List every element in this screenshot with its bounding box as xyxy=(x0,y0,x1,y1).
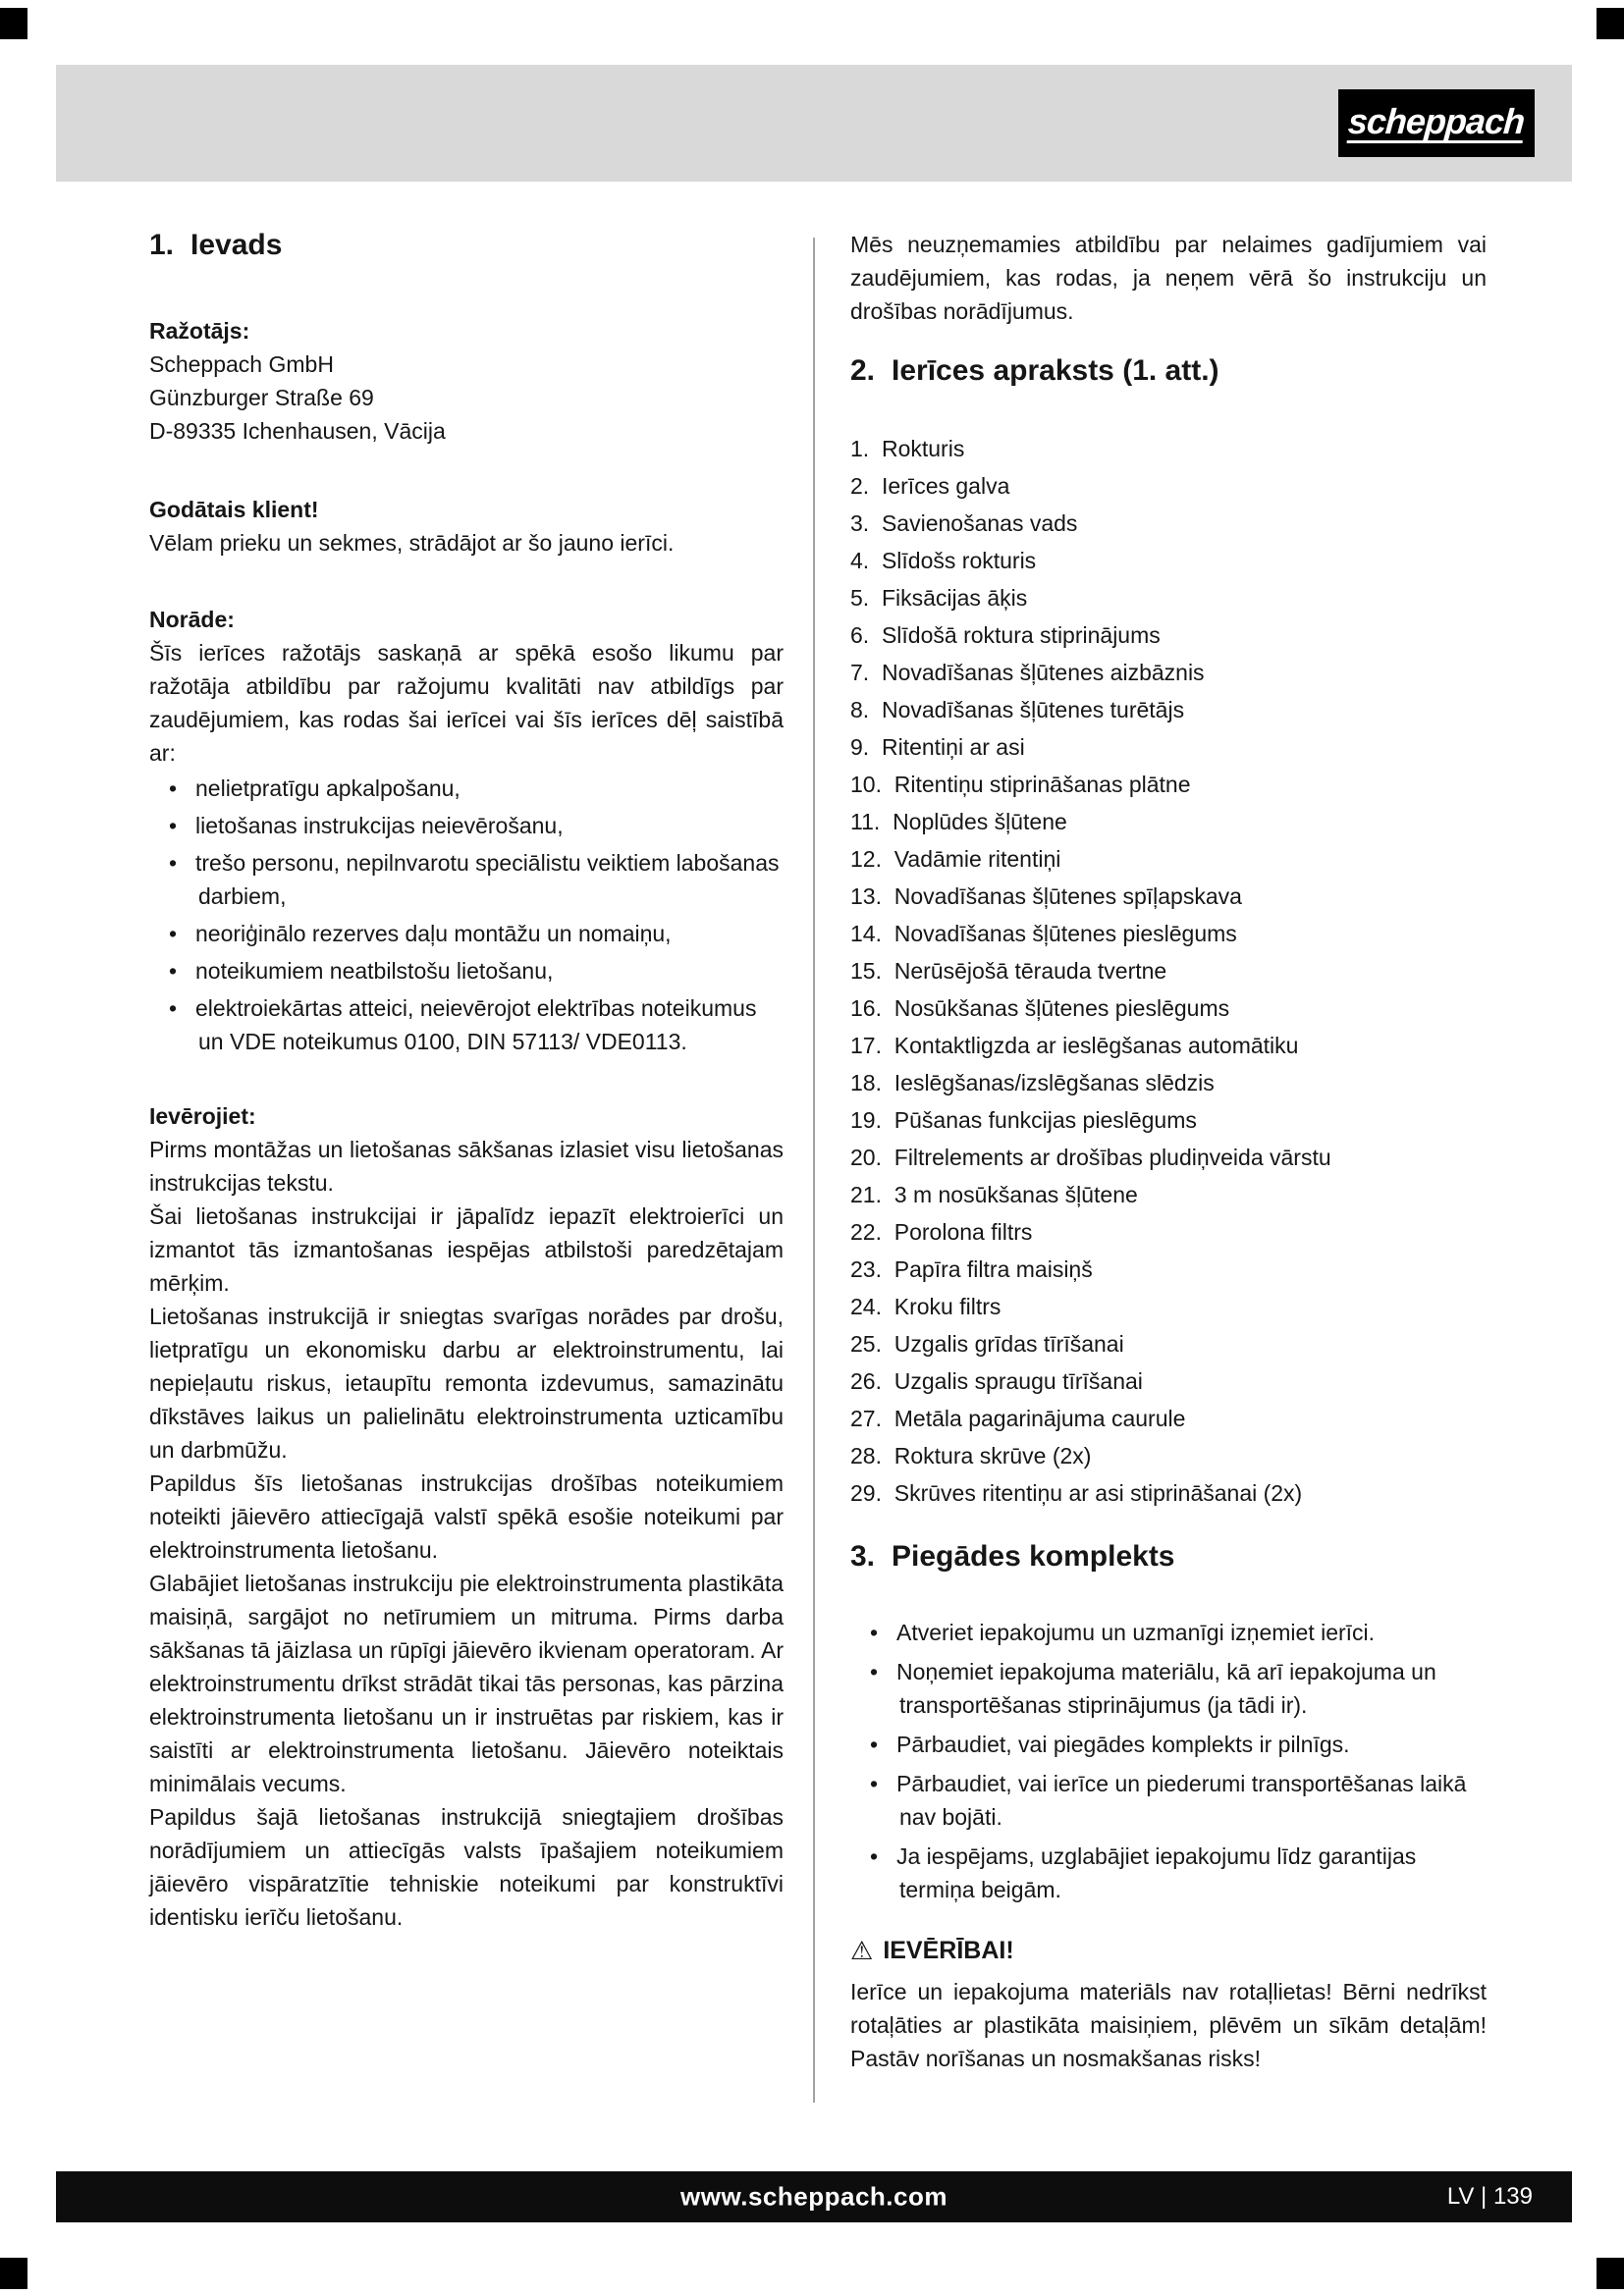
crop-mark xyxy=(0,8,27,39)
part-item: Ritentiņu stiprināšanas plātne xyxy=(893,772,1191,797)
part-item: Kroku filtrs xyxy=(893,1294,1001,1319)
section-2-heading xyxy=(850,353,1487,389)
manufacturer-address xyxy=(149,347,784,448)
observe-paragraph: Lietošanas instrukcijā ir sniegtas svarīgas norādes par drošu, lietpratīgu un ekonomisku darbu ar elektroinstrumentu, lai nepieļautu riskus, ietaupītu remonta izdevumus, samazinātu dīkstāves laikus un palielinātu elektroinstrumenta uzticamību un darbmūžu. xyxy=(149,1304,784,1463)
section-1-number: 1. xyxy=(149,229,175,261)
note-bullet-item: • neoriģinālo rezerves daļu montāžu un nomaiņu, xyxy=(149,917,784,950)
crop-mark xyxy=(1597,2258,1624,2289)
part-item: Rokturis xyxy=(881,436,965,461)
section-3-number: 3. xyxy=(850,1540,876,1573)
note-heading: Norāde: xyxy=(149,607,235,632)
part-item: Slīdošā roktura stiprinājums xyxy=(881,622,1161,648)
crop-mark xyxy=(0,2258,27,2289)
part-item: Ierīces galva xyxy=(881,473,1010,499)
warning-heading xyxy=(850,1934,1487,1967)
part-item: Slīdošs rokturis xyxy=(881,548,1037,573)
part-item: Roktura skrūve (2x) xyxy=(893,1443,1092,1468)
delivery-bullet-item: • Pārbaudiet, vai ierīce un piederumi transportēšanas laikā nav bojāti. xyxy=(850,1767,1487,1834)
liability-intro: Mēs neuzņemamies atbildību par nelaimes gadījumiem vai zaudējumiem, kas rodas, ja neņem vērā šo instrukciju un drošības norādījumus. xyxy=(850,232,1487,324)
part-item: 3 m nosūkšanas šļūtene xyxy=(893,1182,1138,1207)
customer-block xyxy=(149,493,784,560)
part-item: Metāla pagarinājuma caurule xyxy=(893,1406,1186,1431)
observe-paragraphs xyxy=(149,1133,784,1934)
part-item: Ritentiņi ar asi xyxy=(881,734,1025,760)
section-2-label: Ierīces apraksts (1. att.) xyxy=(892,354,1219,387)
customer-heading: Godātais klient! xyxy=(149,497,319,522)
part-item: Nerūsējošā tērauda tvertne xyxy=(893,958,1167,984)
delivery-bullet-item: • Atveriet iepakojumu un uzmanīgi izņemiet ierīci. xyxy=(850,1616,1487,1649)
part-item: Savienošanas vads xyxy=(881,510,1078,536)
part-item: Kontaktligzda ar ieslēgšanas automātiku xyxy=(893,1033,1299,1058)
section-1-heading xyxy=(149,228,784,263)
address-line: Scheppach GmbH xyxy=(149,351,334,377)
customer-text: Vēlam prieku un sekmes, strādājot ar šo jauno ierīci. xyxy=(149,530,675,556)
note-intro: Šīs ierīces ražotājs saskaņā ar spēkā esošo likumu par ražotāja atbildību par ražojumu kvalitāti nav atbildīgs par zaudējumiem, kas rodas šai ierīcei vai šīs ierīces dēļ saistībā ar: xyxy=(149,640,784,766)
warning-text: Ierīce un iepakojuma materiāls nav rotaļlietas! Bērni nedrīkst rotaļāties ar plastikāta maisiņiem, plēvēm un sīkām detaļām! Pastāv norīšanas un nosmakšanas risks! xyxy=(850,1979,1487,2071)
note-bullet-item: • lietošanas instrukcijas neievērošanu, xyxy=(149,809,784,842)
part-item: Uzgalis grīdas tīrīšanai xyxy=(893,1331,1124,1357)
part-item: Novadīšanas šļūtenes spīļapskava xyxy=(893,883,1242,909)
manufacturer-block xyxy=(149,314,784,448)
part-item: Novadīšanas šļūtenes aizbāznis xyxy=(881,660,1205,685)
right-column xyxy=(850,228,1487,2075)
observe-heading: Ievērojiet: xyxy=(149,1103,256,1129)
column-divider xyxy=(813,238,815,2103)
part-item: Papīra filtra maisiņš xyxy=(893,1256,1093,1282)
part-item: Uzgalis spraugu tīrīšanai xyxy=(893,1368,1143,1394)
part-item: Ieslēgšanas/izslēgšanas slēdzis xyxy=(893,1070,1215,1095)
part-item: Skrūves ritentiņu ar asi stiprināšanai (2x) xyxy=(893,1480,1303,1506)
scheppach-logo xyxy=(1338,89,1535,157)
note-bullet-item: • nelietpratīgu apkalpošanu, xyxy=(149,772,784,805)
note-bullet-item: • noteikumiem neatbilstošu lietošanu, xyxy=(149,954,784,988)
manufacturer-heading: Ražotājs: xyxy=(149,318,250,344)
part-item: Fiksācijas āķis xyxy=(881,585,1028,611)
observe-paragraph: Šai lietošanas instrukcijai ir jāpalīdz iepazīt elektroierīci un izmantot tās izmantošanas iespējas atbilstoši paredzētajam mērķim. xyxy=(149,1203,784,1296)
note-bullet-item: • trešo personu, nepilnvarotu speciālistu veiktiem labošanas darbiem, xyxy=(149,846,784,913)
part-item: Vadāmie ritentiņi xyxy=(893,846,1061,872)
observe-paragraph: Glabājiet lietošanas instrukciju pie elektroinstrumenta plastikāta maisiņā, sargājot no netīrumiem un mitruma. Pirms darba sākšanas tā jāizlasa un rūpīgi jāievēro ikvienam operatoram. Ar elektroinstrumentu drīkst strādāt tikai tās personas, kas pārzina elektroinstrumenta lietošanu un ir instruētas par riskiem, kas ir saistīti ar elektroinstrumenta lietošanu. Jāievēro noteiktais minimālais vecums. xyxy=(149,1571,784,1796)
part-item: Porolona filtrs xyxy=(893,1219,1033,1245)
delivery-bullet-item: • Pārbaudiet, vai piegādes komplekts ir pilnīgs. xyxy=(850,1728,1487,1761)
delivery-bullet-item: • Noņemiet iepakojuma materiālu, kā arī iepakojuma un transportēšanas stiprinājumus (ja tādi ir). xyxy=(850,1655,1487,1722)
part-item: Filtrelements ar drošības pludiņveida vārstu xyxy=(893,1145,1331,1170)
address-line: D-89335 Ichenhausen, Vācija xyxy=(149,418,446,444)
part-item: Novadīšanas šļūtenes turētājs xyxy=(881,697,1185,722)
observe-block xyxy=(149,1099,784,1934)
page-number: LV | 139 xyxy=(1446,2183,1533,2210)
note-block xyxy=(149,603,784,1058)
left-column xyxy=(149,228,784,1934)
page-header xyxy=(56,65,1572,182)
section-3-label: Piegādes komplekts xyxy=(892,1540,1175,1573)
crop-mark xyxy=(1597,8,1624,39)
delivery-bullet-item: • Ja iespējams, uzglabājiet iepakojumu līdz garantijas termiņa beigām. xyxy=(850,1840,1487,1906)
note-bullet-list xyxy=(149,772,784,1058)
delivery-bullet-list xyxy=(850,1616,1487,1906)
section-3-heading xyxy=(850,1539,1487,1575)
part-item: Nosūkšanas šļūtenes pieslēgums xyxy=(893,995,1230,1021)
part-item: Noplūdes šļūtene xyxy=(893,809,1067,834)
section-2-number: 2. xyxy=(850,354,876,387)
warning-icon: ⚠ xyxy=(850,1936,874,1965)
observe-paragraph: Papildus šīs lietošanas instrukcijas drošības noteikumiem noteikti jāievēro attiecīgajā valstī spēkā esošie noteikumi par elektroinstrumenta lietošanu. xyxy=(149,1470,784,1563)
warning-heading-text: IEVĒRĪBAI! xyxy=(883,1937,1014,1964)
address-line: Günzburger Straße 69 xyxy=(149,385,374,410)
observe-paragraph: Pirms montāžas un lietošanas sākšanas izlasiet visu lietošanas instrukcijas tekstu. xyxy=(149,1137,784,1196)
note-bullet-item: • elektroiekārtas atteici, neievērojot elektrības noteikumus un VDE noteikumus 0100, DIN 57113/ VDE0113. xyxy=(149,991,784,1058)
device-parts-list xyxy=(850,432,1487,1510)
part-item: Novadīšanas šļūtenes pieslēgums xyxy=(893,921,1237,946)
footer-url: www.scheppach.com xyxy=(680,2181,947,2212)
part-item: Pūšanas funkcijas pieslēgums xyxy=(893,1107,1197,1133)
observe-paragraph: Papildus šajā lietošanas instrukcijā sniegtajiem drošības norādījumiem un attiecīgās valsts īpašajiem noteikumiem jāievēro vispāratzītie tehniskie noteikumi par konstruktīvi identisku ierīču lietošanu. xyxy=(149,1804,784,1930)
page-footer xyxy=(56,2171,1572,2222)
section-1-label: Ievads xyxy=(190,229,283,261)
logo-text: scheppach xyxy=(1347,101,1527,142)
